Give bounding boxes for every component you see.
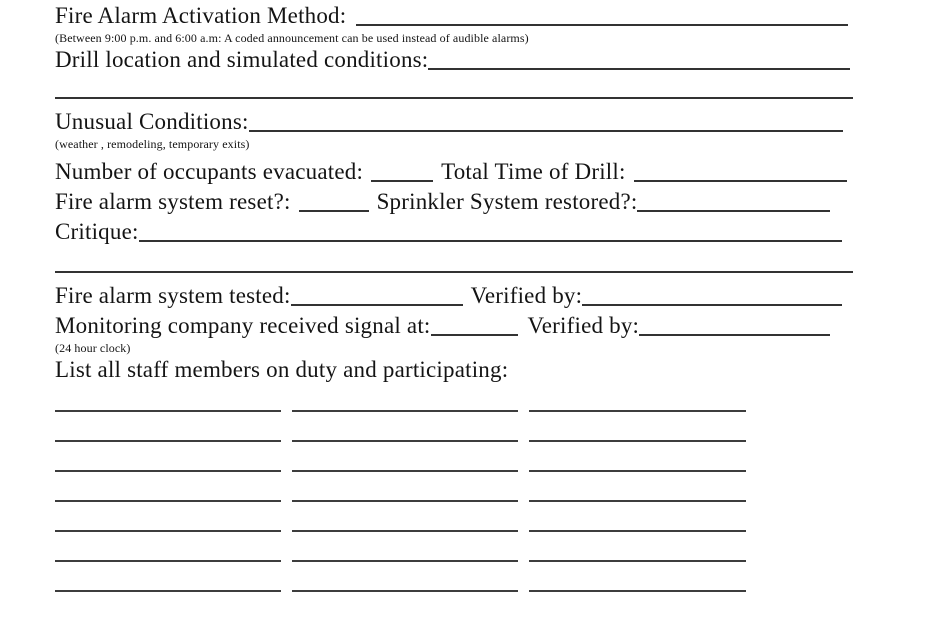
staff-list <box>55 382 853 592</box>
staff-row <box>55 382 853 412</box>
activation-method-note: (Between 9:00 p.m. and 6:00 a.m: A coded announcement can be used instead of audible alarms) <box>55 31 529 45</box>
activation-method-label: Fire Alarm Activation Method: <box>55 3 347 28</box>
staff-list-heading-line <box>55 355 853 385</box>
staff-member-blank-field <box>529 528 746 532</box>
alarm-tested-line <box>55 281 853 311</box>
sprinkler-restored-blank-field <box>637 208 830 212</box>
staff-member-blank-field <box>55 558 281 562</box>
activation-method-line <box>55 1 853 31</box>
staff-row <box>55 442 853 472</box>
staff-member-blank-field <box>529 588 746 592</box>
staff-member-blank-field <box>55 438 281 442</box>
alarm-reset-line <box>55 187 853 217</box>
staff-member-blank-field <box>529 408 746 412</box>
activation-method-blank-field <box>356 22 848 26</box>
staff-row <box>55 472 853 502</box>
staff-member-blank-field <box>292 588 518 592</box>
alarm-reset-label: Fire alarm system reset?: <box>55 189 291 214</box>
occupants-evacuated-line <box>55 157 853 187</box>
monitoring-signal-note: (24 hour clock) <box>55 341 131 355</box>
tested-verified-by-label: Verified by: <box>470 283 583 308</box>
total-time-of-drill-blank-field <box>634 178 847 182</box>
occupants-evacuated-label: Number of occupants evacuated: <box>55 159 364 184</box>
staff-member-blank-field <box>292 468 518 472</box>
critique-line <box>55 217 853 247</box>
staff-member-blank-field <box>55 588 281 592</box>
drill-location-blank-field <box>428 66 850 70</box>
staff-member-blank-field <box>55 498 281 502</box>
staff-member-blank-field <box>292 498 518 502</box>
staff-row <box>55 562 853 592</box>
staff-member-blank-field <box>55 528 281 532</box>
staff-member-blank-field <box>529 558 746 562</box>
staff-row <box>55 412 853 442</box>
alarm-reset-blank-field <box>299 208 369 212</box>
staff-member-blank-field <box>292 528 518 532</box>
monitoring-signal-blank-field <box>431 332 518 336</box>
signal-verified-by-blank-field <box>639 332 830 336</box>
alarm-tested-blank-field <box>291 302 463 306</box>
drill-location-label: Drill location and simulated conditions: <box>55 47 429 72</box>
tested-verified-by-blank-field <box>582 302 842 306</box>
total-time-of-drill-label: Total Time of Drill: <box>441 159 626 184</box>
staff-member-blank-field <box>292 438 518 442</box>
staff-member-blank-field <box>292 408 518 412</box>
staff-member-blank-field <box>292 558 518 562</box>
staff-row <box>55 532 853 562</box>
alarm-tested-label: Fire alarm system tested: <box>55 283 291 308</box>
staff-member-blank-field <box>529 498 746 502</box>
unusual-conditions-note: (weather , remodeling, temporary exits) <box>55 137 250 151</box>
monitoring-signal-label: Monitoring company received signal at: <box>55 313 431 338</box>
unusual-conditions-label: Unusual Conditions: <box>55 109 249 134</box>
staff-list-label: List all staff members on duty and participating: <box>55 357 509 382</box>
drill-location-line <box>55 45 853 75</box>
drill-location-continuation-blank-field <box>55 75 853 99</box>
occupants-evacuated-blank-field <box>371 178 433 182</box>
staff-member-blank-field <box>55 408 281 412</box>
signal-verified-by-label: Verified by: <box>527 313 640 338</box>
staff-member-blank-field <box>55 468 281 472</box>
unusual-conditions-line <box>55 107 853 137</box>
critique-blank-field <box>139 238 842 242</box>
critique-continuation-blank-field <box>55 247 853 273</box>
staff-member-blank-field <box>529 438 746 442</box>
monitoring-signal-line <box>55 311 853 341</box>
unusual-conditions-blank-field <box>249 128 843 132</box>
staff-row <box>55 502 853 532</box>
critique-label: Critique: <box>55 219 139 244</box>
staff-member-blank-field <box>529 468 746 472</box>
sprinkler-restored-label: Sprinkler System restored?: <box>376 189 638 214</box>
